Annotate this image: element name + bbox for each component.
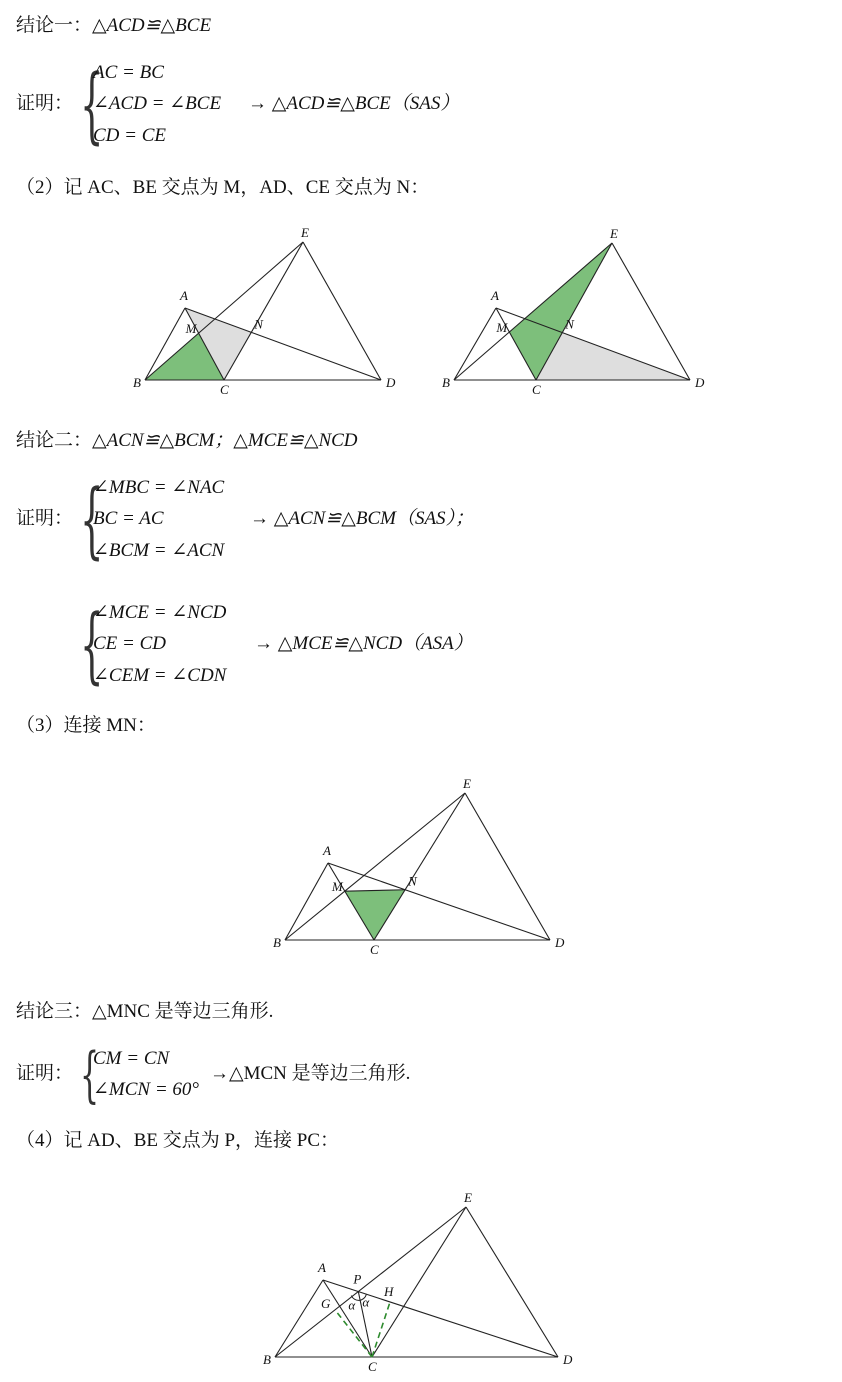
proof-result: → △MCE≌△NCD（ASA） bbox=[254, 633, 473, 654]
proof-line: ∠ACD = ∠BCE bbox=[93, 93, 222, 114]
proof-line: CM = CN bbox=[93, 1048, 170, 1069]
point-label-C: C bbox=[220, 382, 229, 397]
proof-1-label: 证明： bbox=[16, 93, 74, 114]
point-label-E: E bbox=[464, 1190, 472, 1205]
segment bbox=[285, 863, 328, 940]
point-label-A: A bbox=[491, 288, 499, 303]
label: 结论一： bbox=[16, 15, 93, 36]
segment bbox=[335, 1310, 372, 1357]
point-label-A: A bbox=[318, 1260, 326, 1275]
proof-result: →△MCN 是等边三角形. bbox=[210, 1063, 411, 1084]
segment bbox=[374, 793, 465, 940]
proof-line: BC = AC bbox=[93, 508, 164, 529]
point-label-N: N bbox=[565, 316, 574, 332]
proof-line: AC = BC bbox=[93, 62, 164, 83]
point-label-D: D bbox=[695, 375, 705, 390]
proof-line: ∠MCN = 60° bbox=[93, 1079, 200, 1100]
proof-4-label: 证明： bbox=[16, 1063, 74, 1084]
segment bbox=[454, 308, 496, 380]
point-label-M: M bbox=[496, 320, 508, 336]
segment bbox=[320, 1280, 372, 1357]
proof-line: ∠BCM = ∠ACN bbox=[93, 540, 225, 561]
point-label-E: E bbox=[463, 776, 471, 791]
point-label-H: H bbox=[384, 1283, 394, 1299]
segment bbox=[372, 1207, 466, 1357]
point-label-D: D bbox=[555, 935, 565, 950]
point-label-D: D bbox=[563, 1352, 573, 1367]
point-label-A: A bbox=[323, 843, 331, 858]
point-label-B: B bbox=[273, 935, 281, 950]
segment bbox=[465, 793, 550, 940]
proof-line: CE = CD bbox=[93, 633, 166, 654]
point-label-C: C bbox=[532, 382, 541, 397]
brace: { bbox=[80, 598, 104, 693]
proof-line: ∠CEM = ∠CDN bbox=[93, 665, 227, 686]
shaded-region bbox=[345, 890, 405, 940]
point-label-P: P bbox=[353, 1271, 362, 1287]
proof-line: ∠MCE = ∠NCD bbox=[93, 602, 227, 623]
formula: △MNC 是等边三角形. bbox=[92, 1001, 274, 1022]
point-label-B: B bbox=[263, 1352, 271, 1367]
part-3-heading: （3）连接 MN： bbox=[16, 715, 156, 736]
point-label-B: B bbox=[442, 375, 450, 390]
formula: △ACD≌△BCE bbox=[92, 15, 212, 36]
point-label-N: N bbox=[408, 873, 417, 889]
brace: { bbox=[80, 473, 104, 568]
segment bbox=[224, 242, 303, 380]
formula: △ACN≌△BCM；△MCE≌△NCD bbox=[92, 430, 358, 451]
segment bbox=[466, 1207, 558, 1357]
proof-2-label: 证明： bbox=[16, 508, 74, 529]
segment bbox=[275, 1280, 323, 1357]
point-label-A: A bbox=[180, 288, 188, 303]
proof-result: → △ACD≌△BCE（SAS） bbox=[248, 93, 460, 114]
point-label-M: M bbox=[331, 879, 343, 895]
brace: { bbox=[80, 1040, 100, 1110]
point-label-N: N bbox=[254, 316, 263, 332]
point-label-M: M bbox=[185, 321, 197, 337]
point-label-D: D bbox=[386, 375, 396, 390]
label: 结论二： bbox=[16, 430, 93, 451]
brace: { bbox=[80, 58, 104, 153]
part-2-heading: （2）记 AC、BE 交点为 M，AD、CE 交点为 N： bbox=[16, 177, 430, 198]
segment bbox=[303, 242, 381, 380]
part-4-heading: （4）记 AD、BE 交点为 P，连接 PC： bbox=[16, 1130, 340, 1151]
point-label-C: C bbox=[368, 1359, 377, 1374]
point-label-B: B bbox=[133, 375, 141, 390]
point-label-G: G bbox=[320, 1295, 331, 1311]
proof-result: → △ACN≌△BCM（SAS）； bbox=[250, 508, 475, 529]
proof-line: CD = CE bbox=[93, 125, 166, 146]
segment bbox=[372, 1302, 390, 1357]
proof-line: ∠MBC = ∠NAC bbox=[93, 477, 225, 498]
point-label-C: C bbox=[370, 942, 379, 957]
point-label-E: E bbox=[301, 225, 309, 240]
point-label-E: E bbox=[610, 226, 618, 241]
point-label-α: α bbox=[362, 1294, 370, 1310]
label: 结论三： bbox=[16, 1001, 93, 1022]
point-label-α: α bbox=[348, 1297, 356, 1313]
segment bbox=[275, 1207, 466, 1357]
